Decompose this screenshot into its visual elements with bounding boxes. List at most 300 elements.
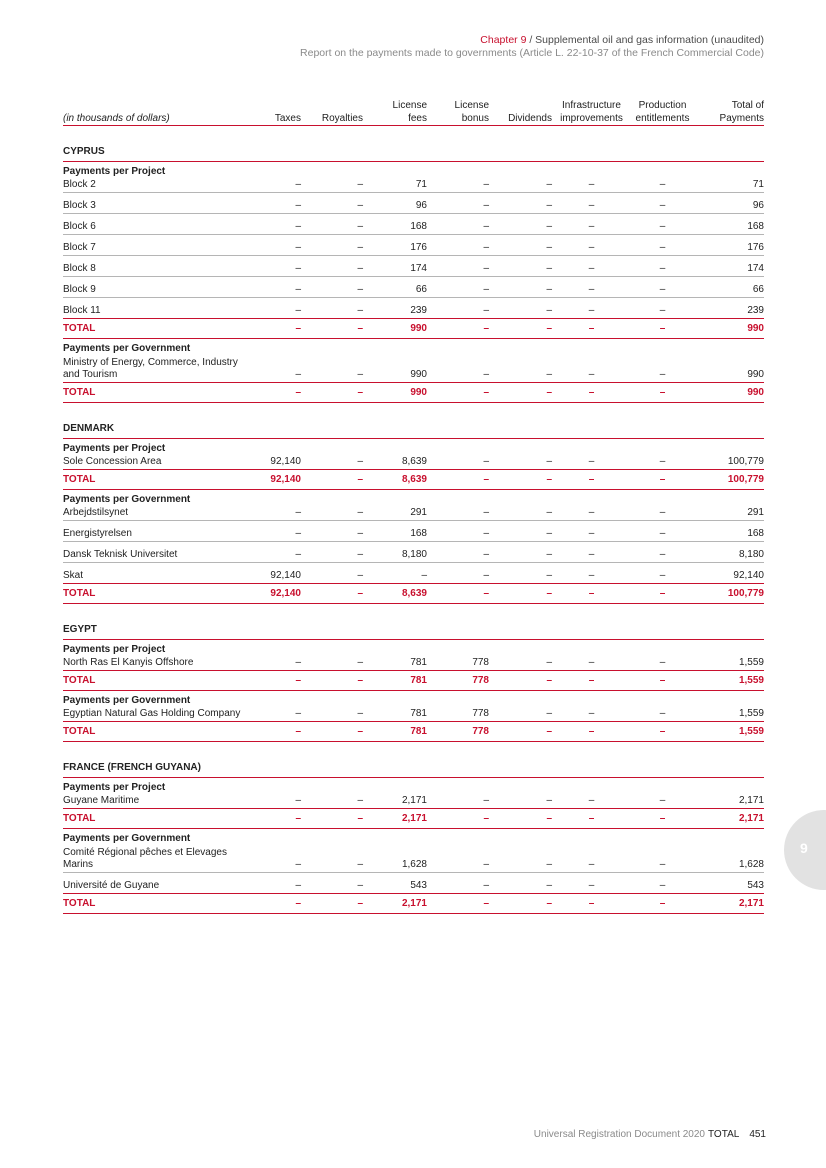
unit-label: (in thousands of dollars)	[63, 99, 256, 126]
value-cell: –	[631, 355, 694, 383]
country-heading-label: CYPRUS	[63, 141, 764, 162]
value-cell: –	[256, 235, 301, 256]
row-label: Arbejdstilsynet	[63, 506, 256, 521]
payments-per-project-heading	[63, 162, 764, 179]
table-row	[63, 455, 764, 470]
value-cell: 8,639	[363, 584, 427, 604]
value-cell: 2,171	[694, 794, 764, 809]
value-cell: –	[631, 873, 694, 894]
page-footer	[534, 1129, 766, 1140]
chapter-label: Chapter 9	[480, 34, 527, 46]
value-cell: –	[301, 521, 363, 542]
value-cell: –	[256, 383, 301, 403]
value-cell: 1,559	[694, 656, 764, 671]
value-cell: –	[489, 455, 552, 470]
country-heading	[63, 757, 764, 778]
value-cell: –	[301, 506, 363, 521]
section-spacer	[63, 403, 764, 419]
value-cell: –	[631, 256, 694, 277]
country-heading-label: EGYPT	[63, 619, 764, 640]
value-cell: 543	[694, 873, 764, 894]
country-heading	[63, 418, 764, 439]
value-cell: –	[631, 277, 694, 298]
value-cell: –	[256, 178, 301, 193]
value-cell: –	[427, 794, 489, 809]
value-cell: 239	[694, 298, 764, 319]
value-cell: –	[301, 256, 363, 277]
value-cell: –	[631, 584, 694, 604]
value-cell: 66	[694, 277, 764, 298]
value-cell: –	[489, 506, 552, 521]
payments-per-project-heading	[63, 640, 764, 657]
value-cell: –	[301, 542, 363, 563]
row-label: Ministry of Energy, Commerce, Industry and Tourism	[63, 355, 256, 383]
value-cell: 8,180	[363, 542, 427, 563]
value-cell: –	[631, 563, 694, 584]
value-cell: –	[631, 722, 694, 742]
row-label: Block 8	[63, 256, 256, 277]
value-cell: 176	[694, 235, 764, 256]
value-cell: –	[552, 656, 631, 671]
value-cell: –	[631, 455, 694, 470]
value-cell: –	[552, 193, 631, 214]
value-cell: –	[631, 809, 694, 829]
row-label: Block 7	[63, 235, 256, 256]
total-row	[63, 894, 764, 914]
value-cell: –	[631, 894, 694, 914]
value-cell: –	[489, 256, 552, 277]
value-cell: –	[489, 470, 552, 490]
value-cell: 174	[363, 256, 427, 277]
value-cell: –	[489, 584, 552, 604]
value-cell: –	[301, 722, 363, 742]
table-row	[63, 355, 764, 383]
payments-per-project-heading-label: Payments per Project	[63, 782, 166, 793]
value-cell: –	[301, 873, 363, 894]
value-cell: –	[301, 178, 363, 193]
value-cell: –	[256, 319, 301, 339]
value-cell: –	[301, 355, 363, 383]
value-cell: –	[552, 214, 631, 235]
value-cell: –	[427, 455, 489, 470]
value-cell: 2,171	[694, 809, 764, 829]
value-cell: 2,171	[363, 894, 427, 914]
value-cell: –	[256, 894, 301, 914]
col-infrastructure-line1: Infrastructure	[562, 100, 621, 111]
value-cell: –	[301, 235, 363, 256]
total-row	[63, 722, 764, 742]
value-cell: –	[631, 521, 694, 542]
value-cell: 291	[694, 506, 764, 521]
value-cell: –	[256, 256, 301, 277]
value-cell: –	[631, 707, 694, 722]
value-cell: –	[427, 506, 489, 521]
payments-per-government-heading-label: Payments per Government	[63, 695, 191, 706]
row-label: Egyptian Natural Gas Holding Company	[63, 707, 256, 722]
value-cell: 8,639	[363, 470, 427, 490]
value-cell: –	[631, 319, 694, 339]
total-row	[63, 584, 764, 604]
col-total-line2: Payments	[719, 112, 764, 124]
value-cell: –	[631, 506, 694, 521]
value-cell: –	[427, 809, 489, 829]
value-cell: –	[256, 506, 301, 521]
value-cell: 176	[363, 235, 427, 256]
spacer-cell	[63, 742, 764, 758]
value-cell: 1,628	[694, 845, 764, 873]
table-body	[63, 126, 764, 914]
value-cell: –	[427, 873, 489, 894]
value-cell: –	[631, 656, 694, 671]
value-cell: –	[427, 319, 489, 339]
payments-per-project-heading	[63, 439, 764, 456]
value-cell: –	[631, 542, 694, 563]
value-cell: –	[489, 722, 552, 742]
value-cell: 66	[363, 277, 427, 298]
value-cell: –	[552, 298, 631, 319]
row-label: TOTAL	[63, 319, 256, 339]
header-line-1	[300, 34, 764, 47]
value-cell: –	[256, 873, 301, 894]
row-label: Block 6	[63, 214, 256, 235]
country-heading-label: DENMARK	[63, 418, 764, 439]
value-cell: –	[631, 214, 694, 235]
table-row	[63, 178, 764, 193]
value-cell: –	[427, 178, 489, 193]
col-license-bonus-line1: License	[454, 100, 489, 111]
col-dividends: Dividends	[489, 99, 552, 126]
payments-per-government-heading	[63, 691, 764, 708]
row-label: TOTAL	[63, 809, 256, 829]
value-cell: –	[552, 277, 631, 298]
row-label: Skat	[63, 563, 256, 584]
value-cell: –	[552, 355, 631, 383]
value-cell: –	[552, 563, 631, 584]
value-cell: 8,180	[694, 542, 764, 563]
row-label: Energistyrelsen	[63, 521, 256, 542]
value-cell: –	[256, 845, 301, 873]
value-cell: –	[301, 470, 363, 490]
value-cell: –	[631, 178, 694, 193]
row-label: TOTAL	[63, 383, 256, 403]
chapter-title: / Supplemental oil and gas information (unaudited)	[529, 34, 764, 46]
value-cell: 174	[694, 256, 764, 277]
value-cell: 291	[363, 506, 427, 521]
value-cell: –	[489, 794, 552, 809]
payments-per-project-heading-label: Payments per Project	[63, 644, 166, 655]
value-cell: –	[256, 277, 301, 298]
value-cell: 1,559	[694, 707, 764, 722]
value-cell: –	[301, 214, 363, 235]
value-cell: –	[552, 894, 631, 914]
col-license-fees	[363, 99, 427, 126]
payments-per-government-heading-label: Payments per Government	[63, 494, 191, 505]
value-cell: –	[301, 563, 363, 584]
value-cell: –	[427, 193, 489, 214]
row-label: Block 2	[63, 178, 256, 193]
value-cell: 781	[363, 656, 427, 671]
value-cell: –	[489, 707, 552, 722]
value-cell: –	[256, 671, 301, 691]
value-cell: 543	[363, 873, 427, 894]
value-cell: –	[489, 521, 552, 542]
footer-doc-title: Universal Registration Document 2020	[533, 1129, 705, 1140]
spacer-cell	[63, 126, 764, 142]
value-cell: –	[427, 470, 489, 490]
row-label: Block 3	[63, 193, 256, 214]
value-cell: –	[552, 383, 631, 403]
col-license-bonus-line2: bonus	[461, 112, 489, 124]
value-cell: –	[427, 277, 489, 298]
table-row	[63, 277, 764, 298]
value-cell: 990	[363, 355, 427, 383]
table-row	[63, 521, 764, 542]
value-cell: –	[489, 235, 552, 256]
value-cell: 778	[427, 722, 489, 742]
value-cell: –	[489, 894, 552, 914]
section-spacer	[63, 742, 764, 758]
table-row	[63, 193, 764, 214]
value-cell: 100,779	[694, 455, 764, 470]
value-cell: –	[489, 214, 552, 235]
value-cell: 990	[694, 355, 764, 383]
value-cell: 781	[363, 722, 427, 742]
value-cell: 96	[694, 193, 764, 214]
value-cell: –	[427, 563, 489, 584]
value-cell: –	[489, 383, 552, 403]
value-cell: 239	[363, 298, 427, 319]
value-cell: 71	[694, 178, 764, 193]
value-cell: –	[489, 656, 552, 671]
value-cell: –	[256, 355, 301, 383]
table-row	[63, 656, 764, 671]
value-cell: –	[552, 319, 631, 339]
table-row	[63, 298, 764, 319]
value-cell: –	[301, 809, 363, 829]
value-cell: –	[552, 794, 631, 809]
spacer-cell	[63, 604, 764, 620]
value-cell: 92,140	[256, 455, 301, 470]
table-row	[63, 563, 764, 584]
table-row	[63, 794, 764, 809]
value-cell: –	[489, 298, 552, 319]
value-cell: 92,140	[256, 584, 301, 604]
value-cell: –	[489, 845, 552, 873]
value-cell: –	[256, 809, 301, 829]
value-cell: 71	[363, 178, 427, 193]
value-cell: –	[256, 794, 301, 809]
value-cell: –	[427, 214, 489, 235]
value-cell: –	[256, 722, 301, 742]
value-cell: –	[489, 563, 552, 584]
value-cell: –	[301, 319, 363, 339]
value-cell: –	[427, 845, 489, 873]
value-cell: –	[552, 455, 631, 470]
value-cell: 781	[363, 707, 427, 722]
country-heading	[63, 141, 764, 162]
value-cell: 8,639	[363, 455, 427, 470]
value-cell: –	[489, 873, 552, 894]
col-infrastructure	[552, 99, 631, 126]
value-cell: –	[552, 845, 631, 873]
value-cell: –	[301, 845, 363, 873]
col-total-line1: Total of	[731, 100, 764, 111]
section-title: Report on the payments made to governments (Article L. 22-10-37 of the French Commercial Code)	[300, 47, 764, 59]
value-cell: 1,559	[694, 722, 764, 742]
value-cell: –	[489, 178, 552, 193]
value-cell: –	[427, 521, 489, 542]
value-cell: –	[301, 671, 363, 691]
payments-per-project-heading-label: Payments per Project	[63, 443, 166, 454]
table-row	[63, 256, 764, 277]
value-cell: –	[552, 873, 631, 894]
chapter-tab-number: 9	[800, 840, 808, 856]
value-cell: –	[301, 455, 363, 470]
table-row	[63, 873, 764, 894]
table-row	[63, 214, 764, 235]
value-cell: –	[631, 193, 694, 214]
value-cell: –	[301, 383, 363, 403]
value-cell: 96	[363, 193, 427, 214]
value-cell: 990	[694, 319, 764, 339]
row-label: Guyane Maritime	[63, 794, 256, 809]
value-cell: –	[256, 193, 301, 214]
value-cell: 778	[427, 671, 489, 691]
table-row	[63, 707, 764, 722]
value-cell: –	[631, 794, 694, 809]
section-spacer	[63, 604, 764, 620]
value-cell: –	[552, 809, 631, 829]
value-cell: –	[552, 707, 631, 722]
value-cell: –	[256, 214, 301, 235]
value-cell: –	[427, 235, 489, 256]
col-license-bonus	[427, 99, 489, 126]
row-label: TOTAL	[63, 584, 256, 604]
payments-per-project-heading-label: Payments per Project	[63, 166, 166, 177]
value-cell: –	[301, 298, 363, 319]
table-row	[63, 845, 764, 873]
value-cell: –	[301, 794, 363, 809]
col-taxes: Taxes	[256, 99, 301, 126]
value-cell: –	[427, 355, 489, 383]
value-cell: 1,559	[694, 671, 764, 691]
value-cell: –	[256, 298, 301, 319]
section-spacer	[63, 126, 764, 142]
value-cell: –	[256, 521, 301, 542]
value-cell: –	[489, 671, 552, 691]
value-cell: –	[552, 178, 631, 193]
value-cell: –	[301, 277, 363, 298]
value-cell: –	[301, 894, 363, 914]
value-cell: –	[363, 563, 427, 584]
value-cell: 168	[363, 521, 427, 542]
payments-per-government-heading-label: Payments per Government	[63, 833, 191, 844]
value-cell: –	[489, 277, 552, 298]
value-cell: –	[552, 235, 631, 256]
chapter-side-tab[interactable]	[784, 810, 826, 890]
value-cell: –	[427, 256, 489, 277]
value-cell: 168	[694, 521, 764, 542]
page-header	[300, 34, 764, 60]
payments-per-government-heading	[63, 490, 764, 507]
value-cell: 92,140	[256, 563, 301, 584]
value-cell: 778	[427, 707, 489, 722]
col-license-fees-line1: License	[392, 100, 427, 111]
value-cell: –	[552, 671, 631, 691]
col-license-fees-line2: fees	[408, 112, 427, 124]
value-cell: –	[301, 193, 363, 214]
value-cell: –	[489, 809, 552, 829]
value-cell: –	[552, 521, 631, 542]
value-cell: –	[552, 584, 631, 604]
value-cell: –	[427, 298, 489, 319]
table-row	[63, 235, 764, 256]
col-infrastructure-line2: improvements	[560, 112, 623, 124]
value-cell: –	[427, 383, 489, 403]
payments-per-government-heading	[63, 829, 764, 846]
value-cell: 990	[694, 383, 764, 403]
value-cell: 2,171	[694, 894, 764, 914]
value-cell: 168	[363, 214, 427, 235]
value-cell: 990	[363, 383, 427, 403]
value-cell: 778	[427, 656, 489, 671]
value-cell: 92,140	[694, 563, 764, 584]
table-header-row	[63, 99, 764, 126]
col-production-line2: entitlements	[635, 112, 690, 124]
value-cell: 168	[694, 214, 764, 235]
row-label: Université de Guyane	[63, 873, 256, 894]
row-label: TOTAL	[63, 722, 256, 742]
total-row	[63, 383, 764, 403]
col-production-line1: Production	[638, 100, 687, 111]
footer-brand: TOTAL	[708, 1129, 740, 1140]
total-row	[63, 809, 764, 829]
row-label: Dansk Teknisk Universitet	[63, 542, 256, 563]
value-cell: –	[489, 319, 552, 339]
payments-per-project-heading	[63, 778, 764, 795]
country-heading	[63, 619, 764, 640]
value-cell: 100,779	[694, 470, 764, 490]
table-row	[63, 542, 764, 563]
value-cell: –	[301, 656, 363, 671]
value-cell: 100,779	[694, 584, 764, 604]
row-label: TOTAL	[63, 894, 256, 914]
value-cell: 990	[363, 319, 427, 339]
value-cell: –	[631, 845, 694, 873]
value-cell: –	[552, 506, 631, 521]
payments-table	[63, 99, 764, 914]
value-cell: 92,140	[256, 470, 301, 490]
value-cell: –	[631, 298, 694, 319]
col-total	[694, 99, 764, 126]
total-row	[63, 470, 764, 490]
value-cell: 781	[363, 671, 427, 691]
value-cell: –	[256, 707, 301, 722]
page-number: 451	[749, 1129, 766, 1140]
value-cell: –	[631, 383, 694, 403]
value-cell: –	[427, 542, 489, 563]
payments-per-government-heading-label: Payments per Government	[63, 343, 191, 354]
value-cell: –	[256, 542, 301, 563]
value-cell: 2,171	[363, 794, 427, 809]
value-cell: –	[552, 542, 631, 563]
table-row	[63, 506, 764, 521]
row-label: TOTAL	[63, 470, 256, 490]
value-cell: –	[552, 256, 631, 277]
row-label: Sole Concession Area	[63, 455, 256, 470]
value-cell: –	[489, 193, 552, 214]
value-cell: 1,628	[363, 845, 427, 873]
